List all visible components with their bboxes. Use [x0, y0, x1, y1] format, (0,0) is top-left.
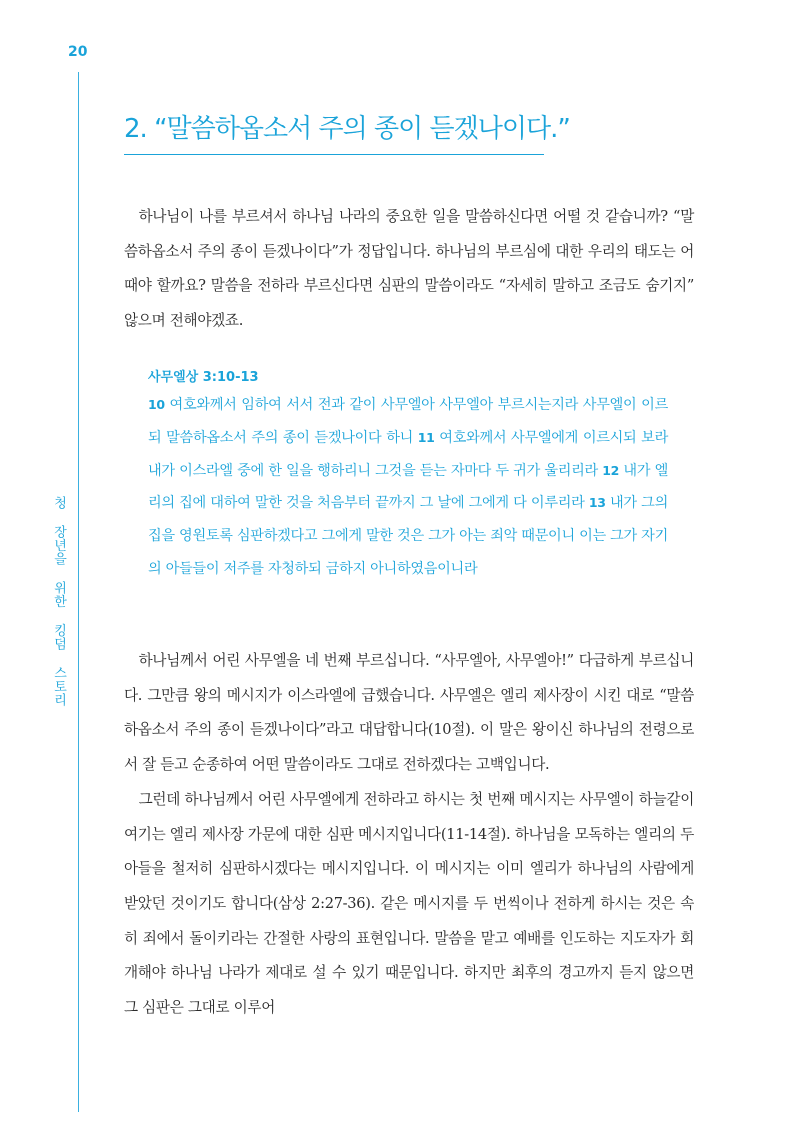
verse-number: 12 — [602, 462, 620, 478]
body-text-block — [124, 644, 694, 1026]
body-paragraph: 그런데 하나님께서 어린 사무엘에게 전하라고 하시는 첫 번째 메시지는 사무엘이 하늘같이 여기는 엘리 제사장 가문에 대한 심판 메시지입니다(11-14절). 하나님을 모독하는 엘리의 두 아들을 철저히 심판하시겠다는 메시지입니다. 이 메시지는 이미 엘리가 하나님의 사람에게 받았던 것이기도 합니다(삼상 2:27-36). 같은 메시지를 두 번씩이나 전하게 하시는 것은 속히 죄에서 돌이키라는 간절한 사랑의 표현입니다. 말씀을 맡고 예배를 인도하는 지도자가 회개해야 하나님 나라가 제대로 설 수 있기 때문입니다. 하지만 최후의 경고까지 듣지 않으면 그 심판은 그대로 이루어 — [124, 790, 694, 1017]
verse-number: 10 — [148, 397, 165, 412]
page-number: 20 — [68, 44, 88, 60]
running-side-title: 청 장년을 위한 킹덤 스토리 — [51, 496, 66, 707]
verse-text: 내가 엘리의 집에 대하여 말한 것을 처음부터 끝까지 그 날에 그에게 다 이루리라 — [148, 462, 668, 512]
side-divider — [78, 72, 79, 1112]
scripture-text — [148, 389, 668, 586]
verse-number: 11 — [417, 429, 435, 445]
verse-text: 여호와께서 임하여 서서 전과 같이 사무엘아 사무엘아 부르시는지라 사무엘이 이르되 말씀하옵소서 주의 종이 듣겠나이다 하니 — [148, 397, 668, 446]
verse-text: 여호와께서 사무엘에게 이르시되 보라 내가 이스라엘 중에 한 일을 행하리니 그것을 듣는 자마다 두 귀가 울리리라 — [148, 429, 668, 479]
scripture-reference: 사무엘상 3:10-13 — [148, 370, 259, 385]
intro-paragraph-block — [124, 200, 694, 339]
section-heading: 2. “말씀하옵소서 주의 종이 듣겠나이다.” — [124, 114, 570, 144]
verse-number: 13 — [588, 495, 606, 511]
section-heading-block — [124, 112, 570, 155]
body-paragraph: 하나님께서 어린 사무엘을 네 번째 부르십니다. “사무엘아, 사무엘아!” 다급하게 부르십니다. 그만큼 왕의 메시지가 이스라엘에 급했습니다. 사무엘은 엘리 제사장이 시킨 대로 “말씀하옵소서 주의 종이 듣겠나이다”라고 대답합니다(10절). 이 말은 왕이신 하나님의 전령으로서 잘 듣고 순종하여 어떤 말씀이라도 그대로 전하겠다는 고백입니다. — [124, 652, 694, 774]
verse-text: 내가 그의 집을 영원토록 심판하겠다고 그에게 말한 것은 그가 아는 죄악 때문이니 이는 그가 자기의 아들들이 저주를 자청하되 금하지 아니하였음이니라 — [148, 495, 668, 577]
intro-paragraph: 하나님이 나를 부르셔서 하나님 나라의 중요한 일을 말씀하신다면 어떨 것 같습니까? “말씀하옵소서 주의 종이 듣겠나이다”가 정답입니다. 하나님의 부르심에 대한 우리의 태도는 어때야 할까요? 말씀을 전하라 부르신다면 심판의 말씀이라도 “자세히 말하고 조금도 숨기지” 않으며 전해야겠죠. — [124, 208, 694, 330]
scripture-block — [148, 366, 668, 586]
